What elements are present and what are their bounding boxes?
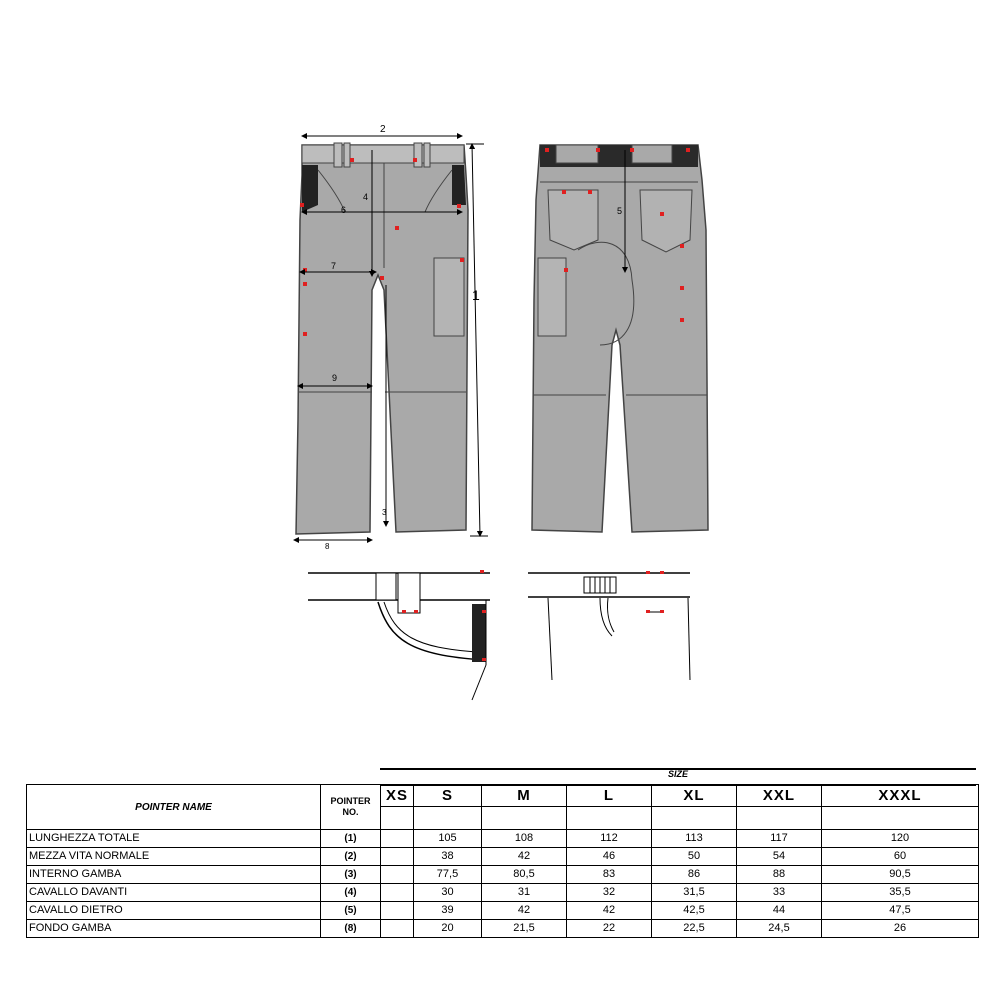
back-cargo-pocket [538, 258, 566, 336]
table-row [27, 884, 979, 902]
row-value: 30 [414, 884, 482, 902]
row-pointer-no: (4) [321, 884, 381, 902]
front-trousers [296, 145, 468, 534]
front-waistband [302, 145, 464, 163]
row-value [381, 866, 414, 884]
size-table [26, 784, 979, 938]
size-m: M [482, 785, 567, 807]
row-pointer-no: (3) [321, 866, 381, 884]
pointer-7: 7 [331, 261, 337, 271]
row-value [381, 830, 414, 848]
table-row [27, 830, 979, 848]
row-name: LUNGHEZZA TOTALE [27, 830, 321, 848]
row-name: CAVALLO DIETRO [27, 902, 321, 920]
size-caption: SIZE [667, 769, 688, 779]
front-left-dark-panel [302, 165, 318, 212]
front-right-dark-panel [452, 165, 466, 205]
row-value: 54 [737, 848, 822, 866]
row-value: 33 [737, 884, 822, 902]
size-xs: XS [381, 785, 414, 807]
row-pointer-no: (2) [321, 848, 381, 866]
row-name: CAVALLO DAVANTI [27, 884, 321, 902]
row-value: 39 [414, 902, 482, 920]
row-value: 46 [567, 848, 652, 866]
row-value: 42 [482, 848, 567, 866]
row-value: 80,5 [482, 866, 567, 884]
size-xl: XL [652, 785, 737, 807]
row-value: 38 [414, 848, 482, 866]
table-row [27, 848, 979, 866]
row-value: 44 [737, 902, 822, 920]
table-row [27, 866, 979, 884]
pointer-4: 4 [363, 192, 369, 202]
back-view [532, 145, 708, 532]
row-value: 60 [822, 848, 979, 866]
pointer-1: 1 [472, 287, 480, 303]
row-value: 90,5 [822, 866, 979, 884]
front-view [294, 124, 488, 551]
back-pocket-left [548, 190, 598, 250]
row-value: 83 [567, 866, 652, 884]
row-value: 112 [567, 830, 652, 848]
size-xxl: XXL [737, 785, 822, 807]
pointer-no-header: POINTER NO. [321, 785, 381, 830]
row-value: 42 [567, 902, 652, 920]
pointer-name-header: POINTER NAME [27, 785, 321, 830]
row-value: 42,5 [652, 902, 737, 920]
row-value: 22 [567, 920, 652, 938]
measure-line-1 [472, 144, 480, 536]
row-value: 108 [482, 830, 567, 848]
row-value [381, 920, 414, 938]
row-value: 24,5 [737, 920, 822, 938]
row-pointer-no: (8) [321, 920, 381, 938]
row-value: 47,5 [822, 902, 979, 920]
row-value: 26 [822, 920, 979, 938]
size-header-row [27, 785, 979, 807]
detail-back-waist [528, 571, 690, 680]
detail-front-waist [308, 570, 490, 700]
row-value: 20 [414, 920, 482, 938]
pointer-8: 8 [325, 542, 330, 551]
row-value: 31,5 [652, 884, 737, 902]
back-pocket-right [640, 190, 692, 252]
row-value: 117 [737, 830, 822, 848]
row-value: 22,5 [652, 920, 737, 938]
row-value: 50 [652, 848, 737, 866]
size-xxxl: XXXL [822, 785, 979, 807]
row-value: 32 [567, 884, 652, 902]
row-value: 21,5 [482, 920, 567, 938]
pointer-2: 2 [380, 124, 386, 135]
front-cargo-pocket [434, 258, 464, 336]
row-value: 42 [482, 902, 567, 920]
pointer-3: 3 [382, 508, 387, 517]
row-value: 88 [737, 866, 822, 884]
row-value [381, 848, 414, 866]
size-s: S [414, 785, 482, 807]
row-value: 86 [652, 866, 737, 884]
row-name: FONDO GAMBA [27, 920, 321, 938]
row-name: MEZZA VITA NORMALE [27, 848, 321, 866]
row-value: 31 [482, 884, 567, 902]
row-value: 120 [822, 830, 979, 848]
row-value [381, 902, 414, 920]
pointer-6: 6 [341, 205, 347, 215]
row-name: INTERNO GAMBA [27, 866, 321, 884]
row-pointer-no: (5) [321, 902, 381, 920]
row-pointer-no: (1) [321, 830, 381, 848]
row-value: 77,5 [414, 866, 482, 884]
pointer-9: 9 [332, 373, 338, 383]
row-value: 113 [652, 830, 737, 848]
table-row [27, 920, 979, 938]
table-row [27, 902, 979, 920]
row-value: 35,5 [822, 884, 979, 902]
pointer-5: 5 [617, 206, 623, 216]
row-value: 105 [414, 830, 482, 848]
size-l: L [567, 785, 652, 807]
row-value [381, 884, 414, 902]
